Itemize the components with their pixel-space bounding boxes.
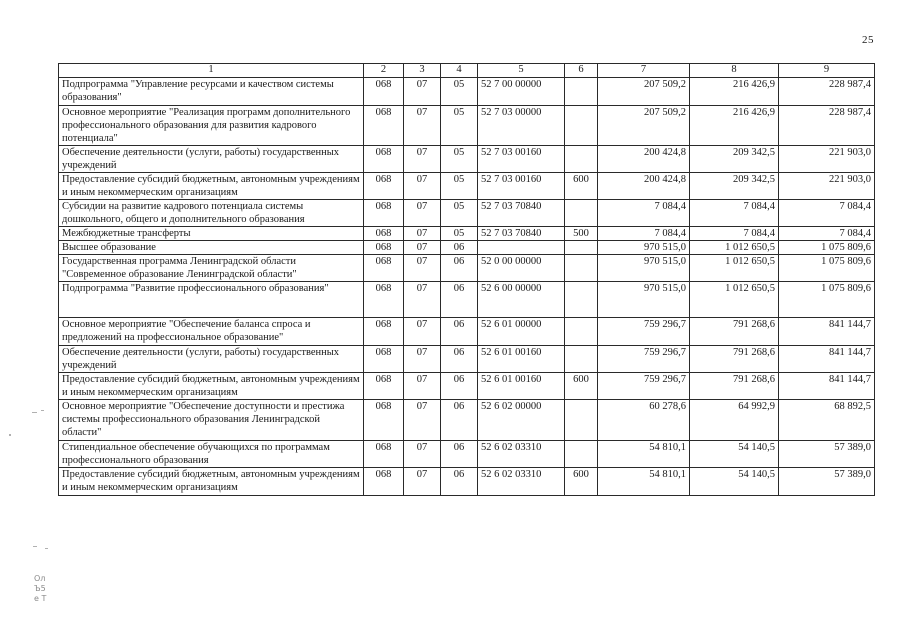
- row-pr-cell: 05: [441, 146, 478, 173]
- header-cell: 8: [690, 64, 779, 78]
- row-rz-cell: 07: [404, 441, 441, 468]
- row-csr-cell: 52 6 02 03310: [478, 468, 565, 496]
- row-ved-cell: 068: [364, 146, 404, 173]
- table-row: [59, 441, 875, 468]
- row-value-year2: 54 140,5: [690, 468, 779, 496]
- row-pr-cell: 06: [441, 400, 478, 441]
- row-pr-cell: 06: [441, 241, 478, 255]
- row-pr-cell: 06: [441, 318, 478, 346]
- row-pr-cell: 06: [441, 441, 478, 468]
- row-name-cell: Основное мероприятие "Обеспечение доступности и престижа системы профессионального образования Ленинградской области": [59, 400, 364, 441]
- scan-speck: [45, 548, 48, 549]
- row-value-year2: 1 012 650,5: [690, 255, 779, 282]
- row-value-year2: 791 268,6: [690, 373, 779, 400]
- row-value-year2: 209 342,5: [690, 146, 779, 173]
- scan-mark: Ъ5: [34, 584, 46, 593]
- row-value-year3: 57 389,0: [779, 441, 875, 468]
- row-csr-cell: 52 6 02 03310: [478, 441, 565, 468]
- row-ved-cell: 068: [364, 400, 404, 441]
- header-cell: 7: [598, 64, 690, 78]
- row-value-year2: 54 140,5: [690, 441, 779, 468]
- row-value-year3: 68 892,5: [779, 400, 875, 441]
- row-vr-cell: [565, 241, 598, 255]
- row-vr-cell: [565, 282, 598, 318]
- row-vr-cell: 600: [565, 373, 598, 400]
- row-value-year3: 7 084,4: [779, 227, 875, 241]
- row-value-year1: 207 509,2: [598, 106, 690, 146]
- budget-table: [58, 63, 875, 496]
- header-cell: 4: [441, 64, 478, 78]
- scan-speck: [32, 412, 37, 413]
- row-name-cell: Подпрограмма "Развитие профессионального образования": [59, 282, 364, 318]
- row-csr-cell: 52 6 01 00160: [478, 373, 565, 400]
- row-csr-cell: 52 7 03 70840: [478, 200, 565, 227]
- row-pr-cell: 05: [441, 78, 478, 106]
- row-name-cell: Предоставление субсидий бюджетным, автономным учреждениям и иным некоммерческим организациям: [59, 373, 364, 400]
- row-value-year1: 970 515,0: [598, 282, 690, 318]
- row-name-cell: Обеспечение деятельности (услуги, работы) государственных учреждений: [59, 146, 364, 173]
- table-row: [59, 468, 875, 496]
- header-cell: 2: [364, 64, 404, 78]
- table-row: [59, 173, 875, 200]
- row-value-year2: 1 012 650,5: [690, 241, 779, 255]
- row-pr-cell: 06: [441, 282, 478, 318]
- row-rz-cell: 07: [404, 227, 441, 241]
- row-vr-cell: [565, 106, 598, 146]
- row-vr-cell: [565, 200, 598, 227]
- table-row: [59, 255, 875, 282]
- row-value-year1: 200 424,8: [598, 146, 690, 173]
- scan-marks: [34, 574, 46, 604]
- row-value-year1: 7 084,4: [598, 227, 690, 241]
- row-csr-cell: [478, 241, 565, 255]
- table-body: [59, 78, 875, 496]
- row-value-year1: 60 278,6: [598, 400, 690, 441]
- row-name-cell: Государственная программа Ленинградской области "Современное образование Ленинградской области": [59, 255, 364, 282]
- row-csr-cell: 52 6 01 00160: [478, 346, 565, 373]
- row-csr-cell: 52 6 02 00000: [478, 400, 565, 441]
- row-pr-cell: 05: [441, 173, 478, 200]
- row-value-year2: 216 426,9: [690, 78, 779, 106]
- header-cell: 9: [779, 64, 875, 78]
- row-csr-cell: 52 7 00 00000: [478, 78, 565, 106]
- row-vr-cell: 600: [565, 468, 598, 496]
- row-vr-cell: [565, 146, 598, 173]
- row-csr-cell: 52 0 00 00000: [478, 255, 565, 282]
- row-name-cell: Обеспечение деятельности (услуги, работы) государственных учреждений: [59, 346, 364, 373]
- row-name-cell: Предоставление субсидий бюджетным, автономным учреждениям и иным некоммерческим организациям: [59, 468, 364, 496]
- row-value-year2: 791 268,6: [690, 346, 779, 373]
- row-name-cell: Стипендиальное обеспечение обучающихся по программам профессионального образования: [59, 441, 364, 468]
- row-csr-cell: 52 7 03 70840: [478, 227, 565, 241]
- row-csr-cell: 52 6 01 00000: [478, 318, 565, 346]
- row-ved-cell: 068: [364, 282, 404, 318]
- row-value-year1: 54 810,1: [598, 441, 690, 468]
- row-rz-cell: 07: [404, 78, 441, 106]
- row-pr-cell: 06: [441, 468, 478, 496]
- row-rz-cell: 07: [404, 373, 441, 400]
- row-name-cell: Подпрограмма "Управление ресурсами и качеством системы образования": [59, 78, 364, 106]
- row-rz-cell: 07: [404, 400, 441, 441]
- row-ved-cell: 068: [364, 373, 404, 400]
- row-vr-cell: [565, 441, 598, 468]
- table-row: [59, 346, 875, 373]
- row-name-cell: Основное мероприятие "Реализация программ дополнительного профессионального образования для развития кадрового потенциала": [59, 106, 364, 146]
- row-name-cell: Высшее образование: [59, 241, 364, 255]
- table-row: [59, 241, 875, 255]
- row-value-year2: 7 084,4: [690, 200, 779, 227]
- row-pr-cell: 05: [441, 106, 478, 146]
- row-rz-cell: 07: [404, 255, 441, 282]
- row-value-year2: 1 012 650,5: [690, 282, 779, 318]
- table-row: [59, 146, 875, 173]
- row-value-year3: 1 075 809,6: [779, 255, 875, 282]
- row-ved-cell: 068: [364, 255, 404, 282]
- row-vr-cell: [565, 318, 598, 346]
- row-value-year1: 7 084,4: [598, 200, 690, 227]
- row-value-year3: 841 144,7: [779, 346, 875, 373]
- row-value-year2: 7 084,4: [690, 227, 779, 241]
- table-row: [59, 318, 875, 346]
- row-ved-cell: 068: [364, 106, 404, 146]
- row-ved-cell: 068: [364, 173, 404, 200]
- row-value-year3: 1 075 809,6: [779, 282, 875, 318]
- row-value-year1: 759 296,7: [598, 373, 690, 400]
- table-row: [59, 106, 875, 146]
- row-rz-cell: 07: [404, 146, 441, 173]
- row-value-year1: 54 810,1: [598, 468, 690, 496]
- table-row: [59, 78, 875, 106]
- row-value-year2: 64 992,9: [690, 400, 779, 441]
- row-value-year2: 216 426,9: [690, 106, 779, 146]
- scan-speck: [9, 434, 11, 436]
- table-row: [59, 227, 875, 241]
- row-vr-cell: 500: [565, 227, 598, 241]
- row-ved-cell: 068: [364, 346, 404, 373]
- row-vr-cell: [565, 346, 598, 373]
- row-csr-cell: 52 6 00 00000: [478, 282, 565, 318]
- row-ved-cell: 068: [364, 318, 404, 346]
- row-ved-cell: 068: [364, 200, 404, 227]
- table-row: [59, 373, 875, 400]
- row-ved-cell: 068: [364, 227, 404, 241]
- row-vr-cell: 600: [565, 173, 598, 200]
- header-cell: 3: [404, 64, 441, 78]
- table-row: [59, 282, 875, 318]
- row-name-cell: Субсидии на развитие кадрового потенциала системы дошкольного, общего и дополнительного образования: [59, 200, 364, 227]
- row-rz-cell: 07: [404, 282, 441, 318]
- row-pr-cell: 06: [441, 373, 478, 400]
- row-value-year2: 209 342,5: [690, 173, 779, 200]
- row-value-year2: 791 268,6: [690, 318, 779, 346]
- row-pr-cell: 05: [441, 200, 478, 227]
- row-csr-cell: 52 7 03 00160: [478, 146, 565, 173]
- table-row: [59, 200, 875, 227]
- table-row: [59, 400, 875, 441]
- header-cell: 5: [478, 64, 565, 78]
- row-rz-cell: 07: [404, 106, 441, 146]
- row-ved-cell: 068: [364, 78, 404, 106]
- page-number: 25: [862, 34, 874, 46]
- row-value-year1: 759 296,7: [598, 346, 690, 373]
- header-cell: 1: [59, 64, 364, 78]
- row-csr-cell: 52 7 03 00160: [478, 173, 565, 200]
- row-value-year3: 221 903,0: [779, 173, 875, 200]
- row-value-year1: 970 515,0: [598, 241, 690, 255]
- row-ved-cell: 068: [364, 468, 404, 496]
- table-header: [59, 64, 875, 78]
- row-value-year3: 228 987,4: [779, 106, 875, 146]
- scan-speck: [33, 546, 37, 547]
- row-value-year3: 221 903,0: [779, 146, 875, 173]
- row-name-cell: Предоставление субсидий бюджетным, автономным учреждениям и иным некоммерческим организациям: [59, 173, 364, 200]
- scan-mark: Ол: [34, 574, 46, 583]
- row-value-year3: 1 075 809,6: [779, 241, 875, 255]
- row-value-year1: 759 296,7: [598, 318, 690, 346]
- row-rz-cell: 07: [404, 173, 441, 200]
- row-rz-cell: 07: [404, 346, 441, 373]
- row-rz-cell: 07: [404, 200, 441, 227]
- row-name-cell: Основное мероприятие "Обеспечение баланса спроса и предложений на профессиональное образование": [59, 318, 364, 346]
- row-rz-cell: 07: [404, 318, 441, 346]
- row-rz-cell: 07: [404, 468, 441, 496]
- row-ved-cell: 068: [364, 241, 404, 255]
- row-value-year3: 841 144,7: [779, 318, 875, 346]
- header-cell: 6: [565, 64, 598, 78]
- row-csr-cell: 52 7 03 00000: [478, 106, 565, 146]
- row-rz-cell: 07: [404, 241, 441, 255]
- row-pr-cell: 05: [441, 227, 478, 241]
- row-value-year3: 841 144,7: [779, 373, 875, 400]
- row-value-year3: 57 389,0: [779, 468, 875, 496]
- row-value-year3: 7 084,4: [779, 200, 875, 227]
- scan-mark: е Т: [34, 594, 47, 603]
- row-vr-cell: [565, 400, 598, 441]
- row-ved-cell: 068: [364, 441, 404, 468]
- scan-speck: [41, 410, 44, 411]
- row-value-year1: 207 509,2: [598, 78, 690, 106]
- row-value-year3: 228 987,4: [779, 78, 875, 106]
- row-pr-cell: 06: [441, 255, 478, 282]
- row-value-year1: 200 424,8: [598, 173, 690, 200]
- row-name-cell: Межбюджетные трансферты: [59, 227, 364, 241]
- row-pr-cell: 06: [441, 346, 478, 373]
- row-value-year1: 970 515,0: [598, 255, 690, 282]
- row-vr-cell: [565, 78, 598, 106]
- row-vr-cell: [565, 255, 598, 282]
